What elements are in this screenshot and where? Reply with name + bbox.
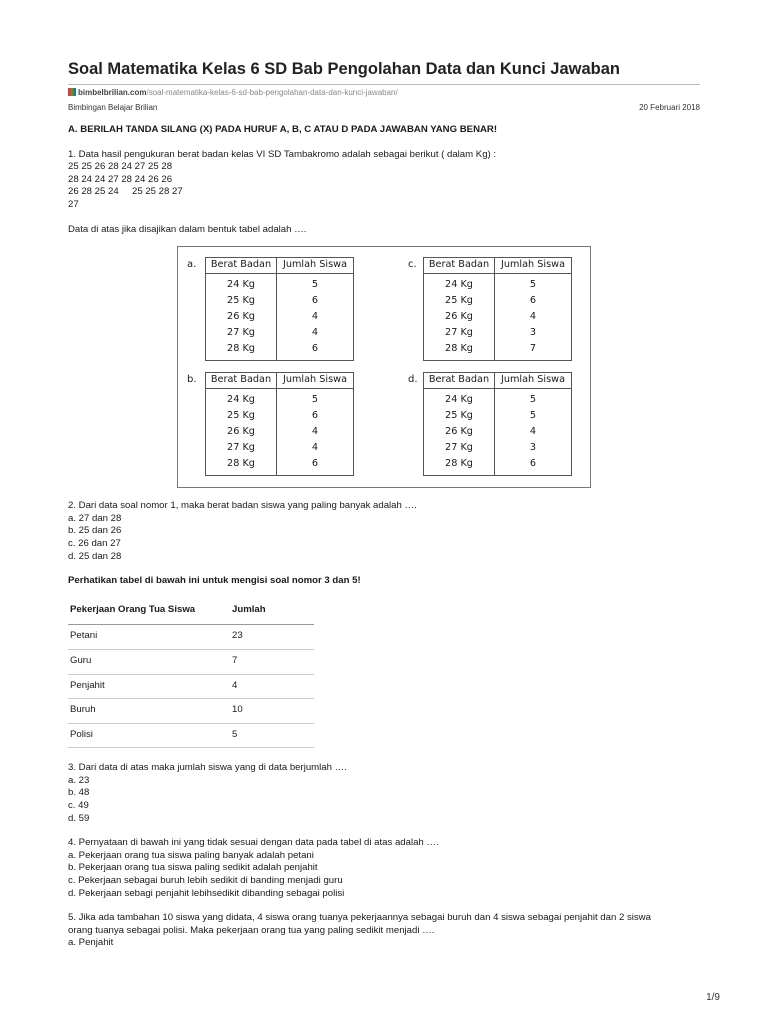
section-heading: A. BERILAH TANDA SILANG (X) PADA HURUF A, B, C ATAU D PADA JAWABAN YANG BENAR! — [68, 124, 498, 135]
count-cell: 5 — [495, 274, 572, 294]
table-row — [68, 674, 314, 699]
q1-prompt: Data di atas jika disajikan dalam bentuk tabel adalah …. — [68, 223, 307, 235]
col-header-jumlah: Jumlah Siswa — [495, 258, 572, 274]
q4-option: b. Pekerjaan orang tua siswa paling sedikit adalah penjahit — [68, 862, 318, 874]
option-b-table — [205, 372, 354, 476]
col-header-berat: Berat Badan — [206, 258, 277, 274]
q3-option: c. 49 — [68, 800, 89, 812]
meta-line — [68, 103, 700, 112]
publish-date: 20 Februari 2018 — [639, 103, 700, 112]
job-cell: Guru — [68, 649, 230, 674]
count-header: Jumlah — [230, 598, 314, 625]
option-label: d. — [408, 374, 418, 386]
weight-cell: 27 Kg — [206, 325, 277, 341]
job-cell: Penjahit — [68, 674, 230, 699]
count-cell: 4 — [495, 309, 572, 325]
table-row — [68, 723, 314, 748]
q2-option: d. 25 dan 28 — [68, 550, 122, 562]
count-cell: 6 — [495, 293, 572, 309]
weight-cell: 27 Kg — [424, 440, 495, 456]
q3-option: d. 59 — [68, 812, 90, 824]
option-label: b. — [187, 374, 197, 386]
count-cell: 23 — [230, 625, 314, 650]
q4-option: a. Pekerjaan orang tua siswa paling banyak adalah petani — [68, 849, 314, 861]
weight-cell: 25 Kg — [206, 408, 277, 424]
page-number: 1/9 — [706, 992, 720, 1003]
q3-option: a. 23 — [68, 774, 90, 786]
option-label: c. — [408, 259, 417, 271]
q5-text-cont: orang tuanya sebagai polisi. Maka pekerjaan orang tua yang paling sedikit menjadi …. — [68, 924, 435, 936]
count-cell: 4 — [277, 424, 354, 440]
option-label: a. — [187, 259, 197, 271]
job-cell: Buruh — [68, 699, 230, 724]
weight-cell: 25 Kg — [424, 408, 495, 424]
author: Bimbingan Belajar Brilian — [68, 103, 158, 112]
url-path: /soal-matematika-kelas-6-sd-bab-pengolahan-data-dan-kunci-jawaban/ — [146, 88, 398, 97]
count-cell: 5 — [277, 389, 354, 409]
table-row — [68, 699, 314, 724]
q5-text: 5. Jika ada tambahan 10 siswa yang didata, 4 siswa orang tuanya pekerjaannya sebagai buruh dan 4 siswa sebagai penjahit dan 2 siswa — [68, 912, 651, 924]
option-c-table — [423, 257, 572, 361]
table-row — [68, 625, 314, 650]
q4-option: d. Pekerjaan sebagi penjahit lebihsedikit dibanding sebagai polisi — [68, 887, 345, 899]
count-cell: 4 — [277, 325, 354, 341]
col-header-berat: Berat Badan — [206, 373, 277, 389]
q1-options-figure — [177, 246, 591, 488]
weight-cell: 26 Kg — [206, 309, 277, 325]
count-cell: 4 — [277, 309, 354, 325]
col-header-berat: Berat Badan — [424, 258, 495, 274]
option-a-table — [205, 257, 354, 361]
count-cell: 7 — [495, 341, 572, 361]
q2-option: c. 26 dan 27 — [68, 537, 121, 549]
weight-cell: 28 Kg — [424, 341, 495, 361]
weight-cell: 26 Kg — [424, 309, 495, 325]
count-cell: 6 — [277, 293, 354, 309]
q1-data-line: 25 25 26 28 24 27 25 28 — [68, 161, 173, 173]
count-cell: 3 — [495, 440, 572, 456]
weight-cell: 28 Kg — [206, 341, 277, 361]
site-favicon-icon — [68, 88, 76, 96]
count-cell: 5 — [230, 723, 314, 748]
weight-cell: 25 Kg — [206, 293, 277, 309]
q1-data-line: 27 — [68, 198, 79, 210]
instruction-text: Perhatikan tabel di bawah ini untuk mengisi soal nomor 3 dan 5! — [68, 575, 361, 587]
count-cell: 6 — [277, 456, 354, 476]
count-cell: 10 — [230, 699, 314, 724]
q2-option: a. 27 dan 28 — [68, 512, 122, 524]
q4-option: c. Pekerjaan sebagai buruh lebih sedikit di banding menjadi guru — [68, 875, 343, 887]
job-table — [68, 598, 314, 749]
col-header-jumlah: Jumlah Siswa — [277, 258, 354, 274]
weight-cell: 24 Kg — [206, 274, 277, 294]
url-domain: bimbelbrilian.com — [78, 88, 147, 97]
weight-cell: 24 Kg — [206, 389, 277, 409]
weight-cell: 28 Kg — [206, 456, 277, 476]
count-cell: 6 — [495, 456, 572, 476]
q3-text: 3. Dari data di atas maka jumlah siswa yang di data berjumlah …. — [68, 762, 347, 774]
document-body — [68, 124, 708, 950]
q1-data-line: 26 28 25 24 25 25 28 27 — [68, 186, 183, 198]
count-cell: 7 — [230, 649, 314, 674]
weight-cell: 25 Kg — [424, 293, 495, 309]
source-url[interactable] — [68, 84, 700, 97]
count-cell: 4 — [277, 440, 354, 456]
q2-option: b. 25 dan 26 — [68, 525, 122, 537]
job-cell: Polisi — [68, 723, 230, 748]
q2-text: 2. Dari data soal nomor 1, maka berat badan siswa yang paling banyak adalah …. — [68, 500, 417, 512]
job-cell: Petani — [68, 625, 230, 650]
col-header-berat: Berat Badan — [424, 373, 495, 389]
weight-cell: 28 Kg — [424, 456, 495, 476]
table-row — [68, 649, 314, 674]
count-cell: 6 — [277, 408, 354, 424]
count-cell: 4 — [495, 424, 572, 440]
count-cell: 3 — [495, 325, 572, 341]
weight-cell: 27 Kg — [424, 325, 495, 341]
weight-cell: 26 Kg — [424, 424, 495, 440]
q1-text: 1. Data hasil pengukuran berat badan kelas VI SD Tambakromo adalah sebagai berikut ( dalam Kg) : — [68, 148, 497, 160]
col-header-jumlah: Jumlah Siswa — [495, 373, 572, 389]
count-cell: 5 — [495, 389, 572, 409]
count-cell: 4 — [230, 674, 314, 699]
q3-option: b. 48 — [68, 787, 90, 799]
q4-text: 4. Pernyataan di bawah ini yang tidak sesuai dengan data pada tabel di atas adalah …. — [68, 837, 439, 849]
q5-option: a. Penjahit — [68, 937, 114, 949]
page-title: Soal Matematika Kelas 6 SD Bab Pengolahan Data dan Kunci Jawaban — [68, 60, 621, 78]
option-d-table — [423, 372, 572, 476]
count-cell: 5 — [277, 274, 354, 294]
weight-cell: 27 Kg — [206, 440, 277, 456]
count-cell: 6 — [277, 341, 354, 361]
job-header: Pekerjaan Orang Tua Siswa — [68, 598, 230, 625]
weight-cell: 24 Kg — [424, 389, 495, 409]
q1-data-line: 28 24 24 27 28 24 26 26 — [68, 173, 173, 185]
weight-cell: 26 Kg — [206, 424, 277, 440]
col-header-jumlah: Jumlah Siswa — [277, 373, 354, 389]
weight-cell: 24 Kg — [424, 274, 495, 294]
count-cell: 5 — [495, 408, 572, 424]
